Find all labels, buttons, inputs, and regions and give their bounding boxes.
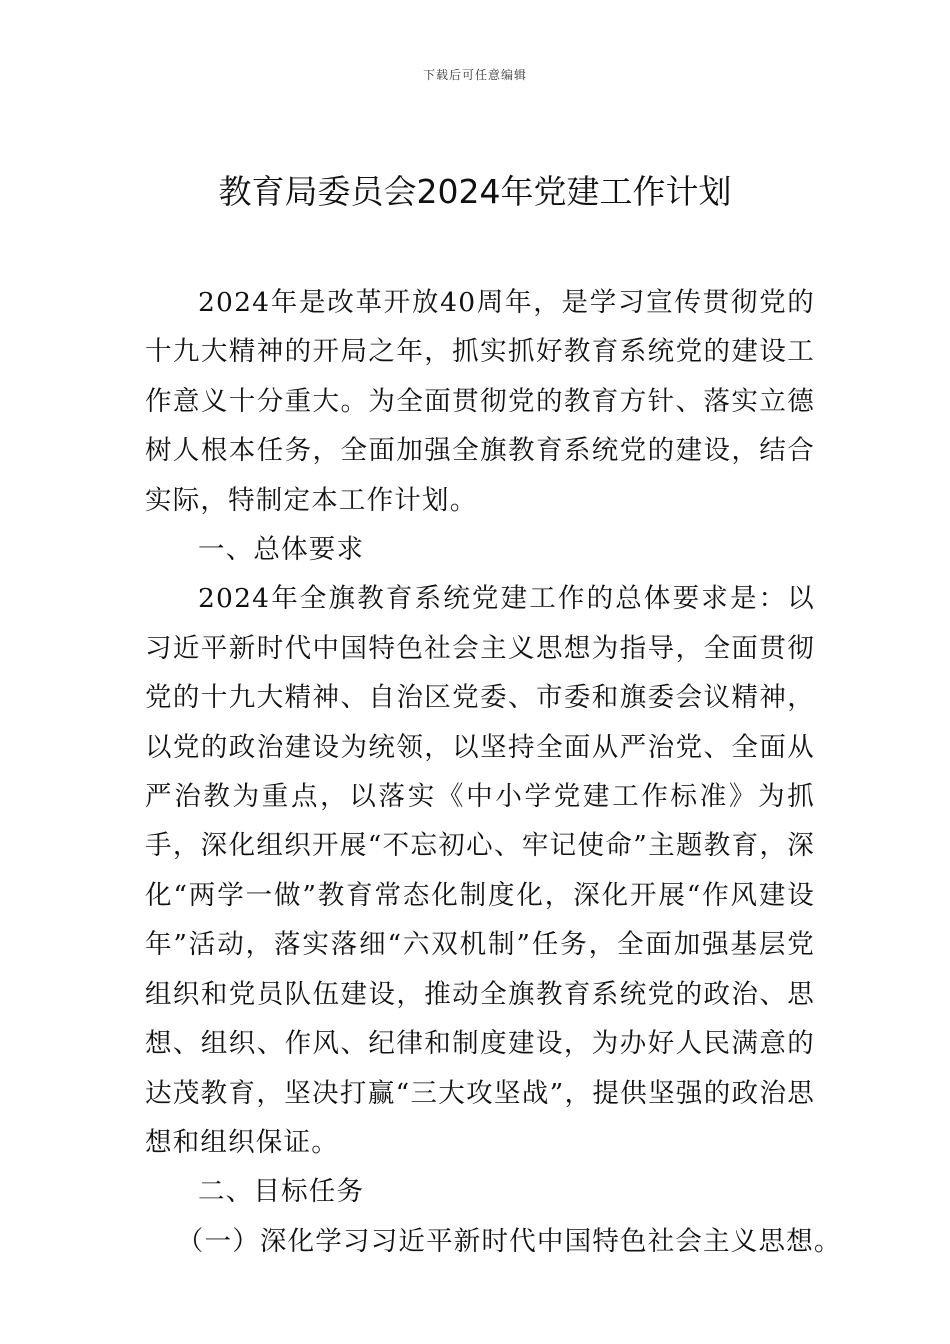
subsection-heading-1: （一）深化学习习近平新时代中国特色社会主义思想。 (176, 1225, 842, 1257)
document-body (145, 278, 842, 1266)
overall-requirements-paragraph: 2024年全旗教育系统党建工作的总体要求是：以习近平新时代中国特色社会主义思想为指导，全面贯彻党的十九大精神、自治区党委、市委和旗委会议精神，以党的政治建设为统领，以坚持全面从严治党、全面从严治教为重点，以落实《中小学党建工作标准》为抓手，深化组织开展“不忘初心、牢记使命”主题教育，深化“两学一做”教育常态化制度化，深化开展“作风建设年”活动，落实落细“六双机制”任务，全面加强基层党组织和党员队伍建设，推动全旗教育系统党的政治、思想、组织、作风、纪律和制度建设，为办好人民满意的达茂教育，坚决打赢“三大攻坚战”，提供坚强的政治思想和组织保证。 (145, 583, 815, 1158)
intro-paragraph: 2024年是改革开放40周年，是学习宣传贯彻党的十九大精神的开局之年，抓实抓好教育系统党的建设工作意义十分重大。为全面贯彻党的教育方针、落实立德树人根本任务，全面加强全旗教育系统党的建设，结合实际，特制定本工作计划。 (145, 287, 815, 516)
section-heading-goals-tasks: 二、目标任务 (198, 1176, 365, 1208)
header-note: 下载后可任意编辑 (422, 68, 527, 82)
document-title: 教育局委员会2024年党建工作计划 (218, 172, 732, 211)
section-heading-overall-requirements: 一、总体要求 (198, 534, 365, 566)
